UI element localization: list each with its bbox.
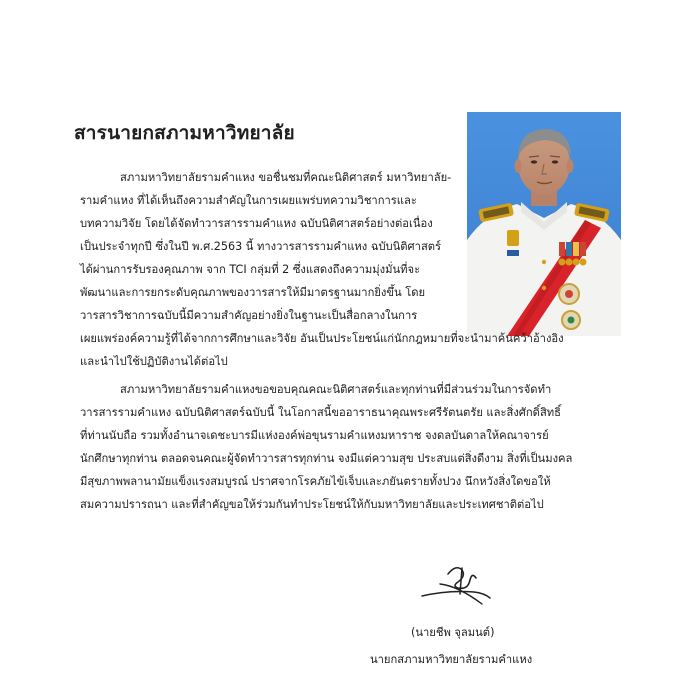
paragraph-line: วารสารวิชาการฉบับนี้มีความสำคัญอย่างยิ่งในฐานะเป็นสื่อกลางในการ bbox=[80, 309, 418, 322]
signer-title: นายกสภามหาวิทยาลัยรามคำแหง bbox=[370, 653, 533, 666]
paragraph-line: พัฒนาและการยกระดับคุณภาพของวารสารให้มีมาตรฐานมากยิ่งขึ้น โดย bbox=[80, 286, 426, 299]
paragraph-line: สภามหาวิทยาลัยรามคำแหง ขอชื่นชมที่คณะนิติศาสตร์ มหาวิทยาลัย- bbox=[120, 171, 452, 184]
paragraph-line: และนำไปใช้ปฏิบัติงานได้ต่อไป bbox=[80, 355, 228, 368]
paragraph-line: เป็นประจำทุกปี ซึ่งในปี พ.ศ.2563 นี้ ทางวารสารรามคำแหง ฉบับนิติศาสตร์ bbox=[80, 240, 442, 253]
paragraph-line: วารสารรามคำแหง ฉบับนิติศาสตร์ฉบับนี้ ในโอกาสนี้ขออาราธนาคุณพระศรีรัตนตรัย และสิ่งศักดิ์สิทธิ์ bbox=[80, 406, 561, 419]
signer-name: (นายชีพ จุลมนต์) bbox=[411, 626, 495, 639]
paragraph-line: สภามหาวิทยาลัยรามคำแหงขอขอบคุณคณะนิติศาสตร์และทุกท่านที่มีส่วนร่วมในการจัดทำ bbox=[120, 383, 552, 396]
document-title: สารนายกสภามหาวิทยาลัย bbox=[74, 122, 295, 144]
portrait-photo bbox=[467, 112, 621, 336]
paragraph-line: มีสุขภาพพลานามัยแข็งแรงสมบูรณ์ ปราศจากโรคภัยไข้เจ็บและภยันตรายทั้งปวง นึกหวังสิ่งใดขอให้ bbox=[80, 475, 551, 488]
signature bbox=[418, 560, 508, 626]
paragraph-line: สมความปรารถนา และที่สำคัญขอให้ร่วมกันทำประโยชน์ให้กับมหาวิทยาลัยและประเทศชาติต่อไป bbox=[80, 498, 544, 511]
paragraph-line: นักศึกษาทุกท่าน ตลอดจนคณะผู้จัดทำวารสารทุกท่าน จงมีแต่ความสุข ประสบแต่สิ่งดีงาม สิ่งที่เป็นมงคล bbox=[80, 452, 573, 465]
paragraph-line: ที่ท่านนับถือ รวมทั้งอำนาจเดชะบารมีแห่งองค์พ่อขุนรามคำแหงมหาราช จงดลบันดาลให้คณาจารย์ bbox=[80, 429, 549, 442]
paragraph-line: รามคำแหง ที่ได้เห็นถึงความสำคัญในการเผยแพร่บทความวิชาการและ bbox=[80, 194, 417, 207]
paragraph-line: ได้ผ่านการรับรองคุณภาพ จาก TCI กลุ่มที่ 2 ซึ่งแสดงถึงความมุ่งมั่นที่จะ bbox=[80, 263, 421, 276]
paragraph-line: บทความวิจัย โดยได้จัดทำวารสารรามคำแหง ฉบับนิติศาสตร์อย่างต่อเนื่อง bbox=[80, 217, 433, 230]
paragraph-line: เผยแพร่องค์ความรู้ที่ได้จากการศึกษาและวิจัย อันเป็นประโยชน์แก่นักกฎหมายที่จะนำมาค้นคว้าอ้างอิง bbox=[80, 332, 564, 345]
